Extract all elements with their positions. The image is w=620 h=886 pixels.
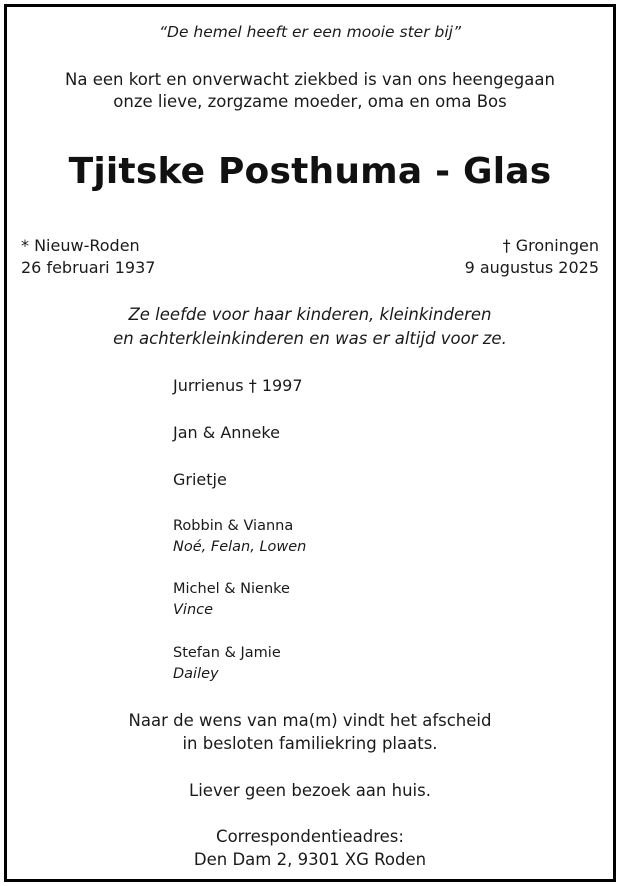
- death-place: † Groningen: [502, 236, 599, 255]
- birth-date: 26 februari 1937: [21, 258, 156, 277]
- death-notice: [4, 4, 616, 882]
- grandchild-names: Stefan & Jamie: [173, 645, 281, 661]
- great-grandchildren: Vince: [173, 602, 214, 618]
- farewell-line-1: Naar de wens van ma(m) vindt het afscheid: [128, 711, 492, 730]
- intro-text: [7, 69, 613, 113]
- grandchild-family: [173, 516, 306, 558]
- no-visit-text: Liever geen bezoek aan huis.: [189, 781, 431, 800]
- farewell-line-2: in besloten familiekring plaats.: [182, 734, 438, 753]
- farewell-text: [7, 709, 613, 755]
- death-info: [465, 235, 599, 279]
- family-member: Grietje: [173, 470, 227, 489]
- family-member: Jan & Anneke: [173, 423, 280, 442]
- birth-place: * Nieuw-Roden: [21, 236, 140, 255]
- correspondence-label: Correspondentieadres:: [216, 827, 404, 846]
- death-date: 9 augustus 2025: [464, 258, 599, 277]
- grandchild-names: Robbin & Vianna: [173, 518, 294, 534]
- grandchild-names: Michel & Nienke: [173, 581, 290, 597]
- opening-quote: “De hemel heeft er een mooie ster bij”: [159, 23, 461, 41]
- intro-line-1: Na een kort en onverwacht ziekbed is van ons heengegaan: [65, 70, 555, 89]
- tribute-text: [7, 303, 613, 351]
- birth-info: [21, 235, 155, 279]
- intro-line-2: onze lieve, zorgzame moeder, oma en oma Bos: [113, 92, 507, 111]
- deceased-name: Tjitske Posthuma - Glas: [68, 151, 552, 192]
- correspondence-address: Den Dam 2, 9301 XG Roden: [193, 850, 427, 869]
- grandchild-family: [173, 579, 290, 621]
- family-member: Jurrienus † 1997: [173, 376, 303, 395]
- grandchild-family: [173, 643, 281, 685]
- great-grandchildren: Dailey: [173, 666, 219, 682]
- great-grandchildren: Noé, Felan, Lowen: [173, 539, 307, 555]
- tribute-line-2: en achterkleinkinderen en was er altijd voor ze.: [113, 329, 507, 348]
- correspondence: [7, 825, 613, 871]
- tribute-line-1: Ze leefde voor haar kinderen, kleinkinderen: [128, 305, 492, 324]
